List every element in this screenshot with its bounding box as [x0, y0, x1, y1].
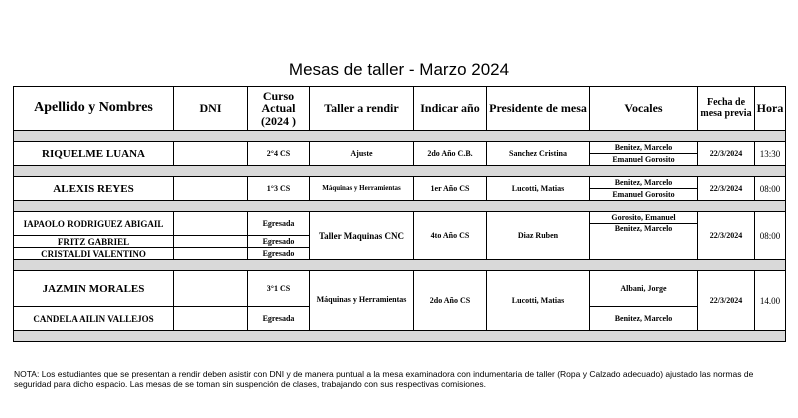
vocal-cell: Benitez, Marcelo: [590, 307, 698, 331]
student-name: JAZMIN MORALES: [14, 271, 174, 307]
anio-cell: 2do Año CS: [414, 271, 487, 331]
vocal-cell: Benitez, Marcelo: [590, 177, 698, 189]
taller-cell: Máquinas y Herramientas: [310, 271, 414, 331]
taller-cell: Taller Maquinas CNC: [310, 212, 414, 260]
curso-cell: Egresado: [248, 248, 310, 260]
footnote: NOTA: Los estudiantes que se presentan a rendir deben asistir con DNI y de manera puntual a la mesa examinadora con indumentaria de taller (Ropa y Calzado adecuado) ajustado las normas de seguridad para dicho espacio. Las mesas de se toman sin suspención de clases, trabajando con sus respectivas comisiones.: [14, 369, 754, 389]
fecha-cell: 22/3/2024: [698, 212, 755, 260]
page-title: Mesas de taller - Marzo 2024: [288, 60, 510, 79]
separator-row: [14, 260, 786, 271]
separator-row: [14, 166, 786, 177]
header-apellido: Apellido y Nombres: [14, 87, 174, 131]
header-hora: Hora: [755, 87, 786, 131]
header-presidente: Presidente de mesa: [487, 87, 590, 131]
dni-cell: [174, 271, 248, 307]
table-row: [14, 212, 786, 224]
header-fecha: Fecha de mesa previa: [698, 87, 755, 131]
header-vocales: Vocales: [590, 87, 698, 131]
curso-cell: Egresado: [248, 236, 310, 248]
table-row: [14, 271, 786, 307]
presidente-cell: Lucotti, Matias: [487, 271, 590, 331]
dni-cell: [174, 177, 248, 201]
presidente-cell: Sanchez Cristina: [487, 142, 590, 166]
anio-cell: 4to Año CS: [414, 212, 487, 260]
dni-cell: [174, 212, 248, 236]
fecha-cell: 22/3/2024: [698, 271, 755, 331]
taller-cell: Ajuste: [310, 142, 414, 166]
student-name: CANDELA AILIN VALLEJOS: [14, 307, 174, 331]
curso-cell: Egresada: [248, 307, 310, 331]
table-row: [14, 177, 786, 189]
dni-cell: [174, 236, 248, 248]
header-taller: Taller a rendir: [310, 87, 414, 131]
table-row: [14, 142, 786, 154]
separator-row: [14, 331, 786, 342]
vocal-cell: Gorosito, Emanuel: [590, 212, 698, 224]
taller-cell: Máquinas y Herramientas: [310, 177, 414, 201]
fecha-cell: 22/3/2024: [698, 142, 755, 166]
hora-cell: 08:00: [755, 212, 786, 260]
vocal-cell: Benitez, Marcelo: [590, 142, 698, 154]
dni-cell: [174, 248, 248, 260]
separator-row: [14, 131, 786, 142]
student-name: CRISTALDI VALENTINO: [14, 248, 174, 260]
hora-cell: 13:30: [755, 142, 786, 166]
curso-cell: 1°3 CS: [248, 177, 310, 201]
hora-cell: 08:00: [755, 177, 786, 201]
separator-row: [14, 201, 786, 212]
student-name: ALEXIS REYES: [14, 177, 174, 201]
presidente-cell: Lucotti, Matias: [487, 177, 590, 201]
curso-cell: 2°4 CS: [248, 142, 310, 166]
vocal-cell: Emanuel Gorosito: [590, 154, 698, 166]
student-name: FRITZ GABRIEL: [14, 236, 174, 248]
presidente-cell: Diaz Ruben: [487, 212, 590, 260]
fecha-cell: 22/3/2024: [698, 177, 755, 201]
vocal-cell: Albani, Jorge: [590, 271, 698, 307]
curso-cell: 3°1 CS: [248, 271, 310, 307]
vocal-cell: Emanuel Gorosito: [590, 189, 698, 201]
hora-cell: 14.00: [755, 271, 786, 331]
exam-table: [13, 86, 786, 342]
dni-cell: [174, 307, 248, 331]
header-dni: DNI: [174, 87, 248, 131]
anio-cell: 1er Año CS: [414, 177, 487, 201]
header-row: [14, 87, 786, 131]
student-name: RIQUELME LUANA: [14, 142, 174, 166]
header-curso: Curso Actual (2024 ): [248, 87, 310, 131]
vocal-cell: Benitez, Marcelo: [590, 224, 698, 260]
anio-cell: 2do Año C.B.: [414, 142, 487, 166]
dni-cell: [174, 142, 248, 166]
curso-cell: Egresada: [248, 212, 310, 236]
header-anio: Indicar año: [414, 87, 487, 131]
student-name: IAPAOLO RODRIGUEZ ABIGAIL: [14, 212, 174, 236]
